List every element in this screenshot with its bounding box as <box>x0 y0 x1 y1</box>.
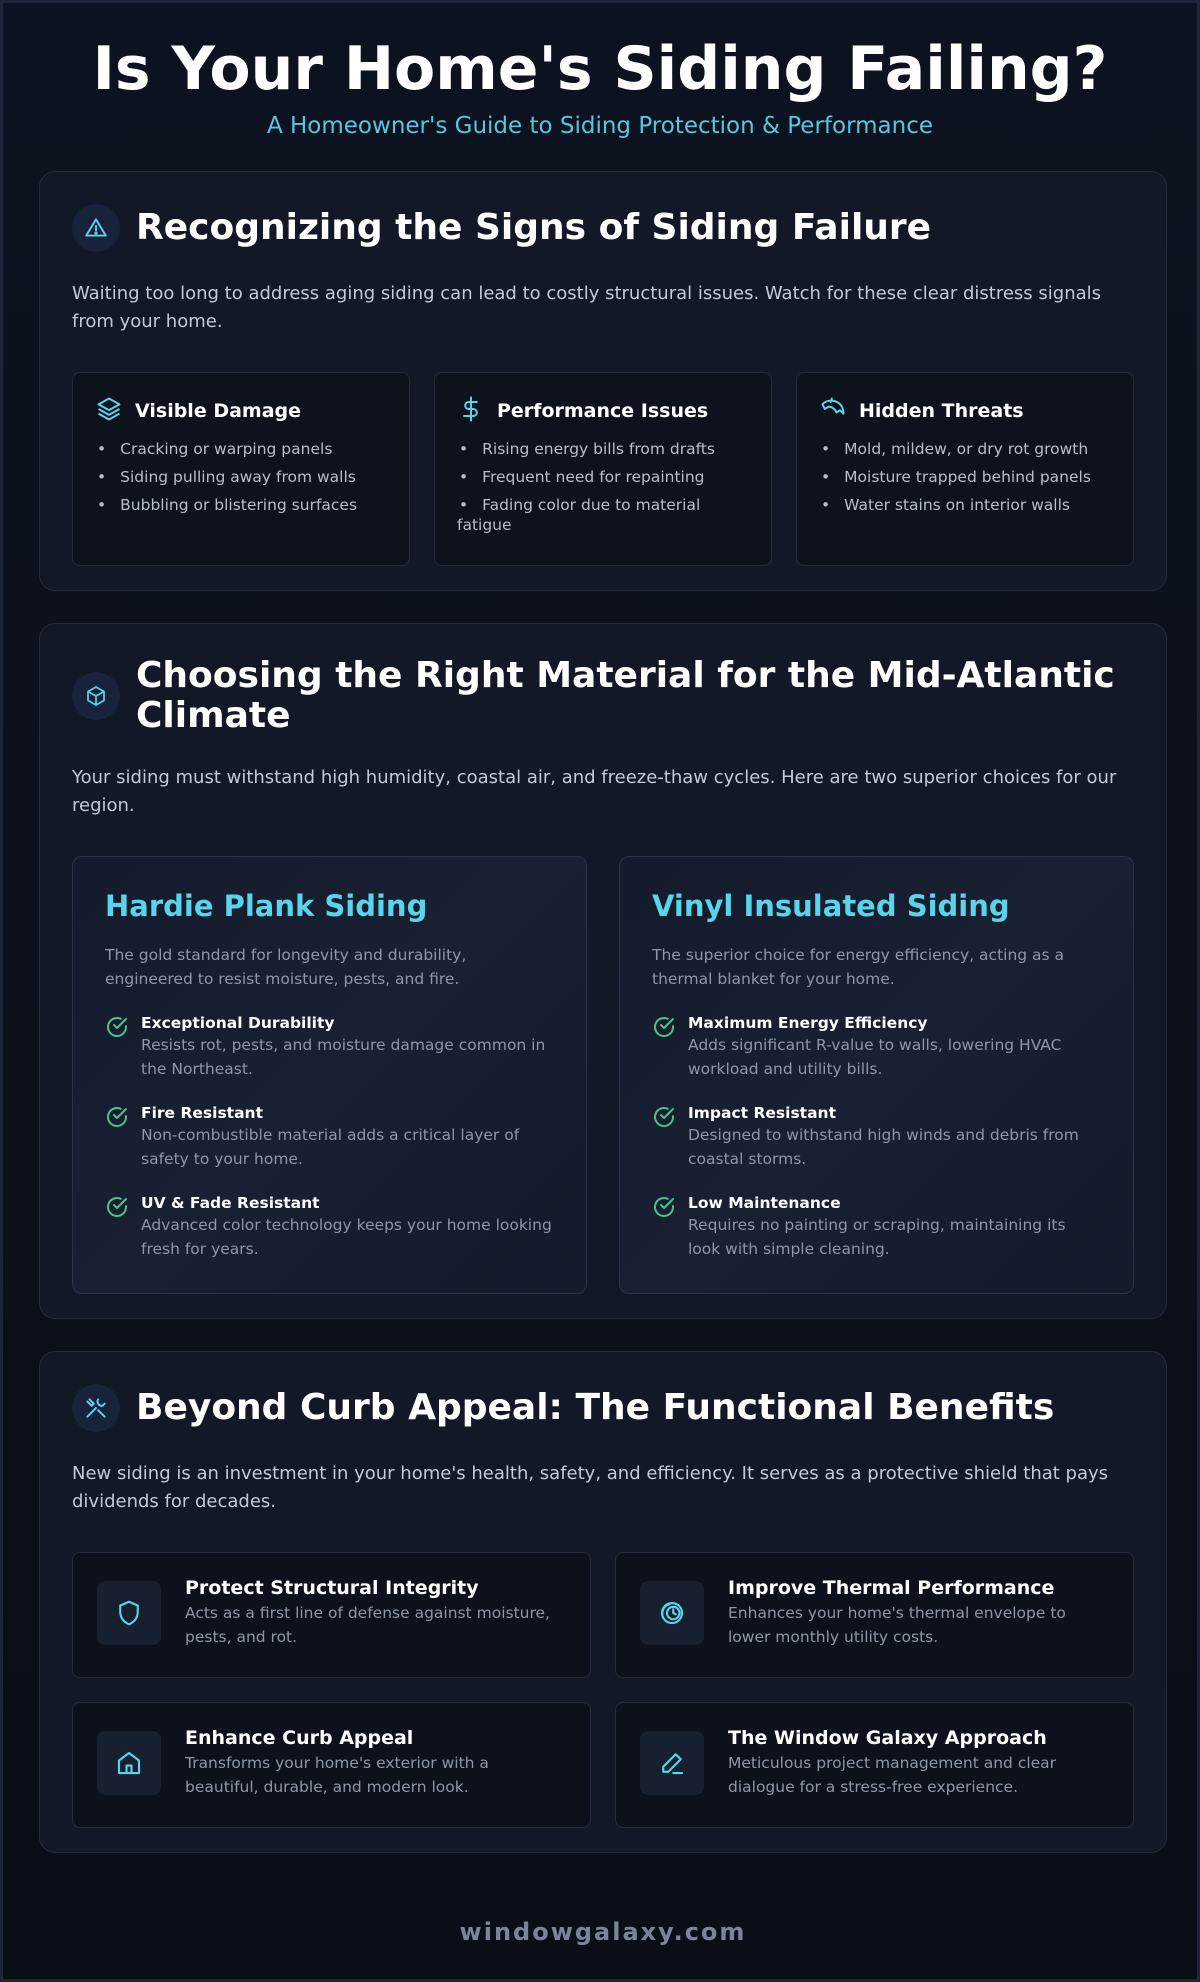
section-title: Recognizing the Signs of Siding Failure <box>136 207 932 248</box>
page-header <box>3 3 1197 141</box>
benefit-desc: Acts as a first line of defense against moisture, pests, and rot. <box>185 1604 550 1646</box>
sign-card-visible-damage <box>72 372 410 566</box>
check-circle-icon <box>105 1015 129 1081</box>
list-item: • Rising energy bills from drafts <box>457 439 749 459</box>
benefit-desc: Transforms your home's exterior with a beautiful, durable, and modern look. <box>185 1754 489 1796</box>
check-circle-icon <box>652 1015 676 1081</box>
feature-title: UV & Fade Resistant <box>141 1194 320 1212</box>
list-item: • Fading color due to material fatigue <box>457 495 749 535</box>
material-title: Vinyl Insulated Siding <box>652 889 1010 923</box>
feature-desc: Designed to withstand high winds and debris from coastal storms. <box>688 1126 1079 1168</box>
shield-icon <box>97 1581 161 1645</box>
page-title: Is Your Home's Siding Failing? <box>92 34 1108 104</box>
feature-item <box>652 1103 1101 1171</box>
house-icon <box>97 1731 161 1795</box>
tools-icon <box>72 1384 120 1432</box>
section-title: Beyond Curb Appeal: The Functional Benefits <box>136 1387 1055 1428</box>
list-item: • Mold, mildew, or dry rot growth <box>819 439 1111 459</box>
warning-triangle-icon <box>72 204 120 252</box>
dolphin-icon <box>819 395 847 427</box>
card-title: Hidden Threats <box>859 400 1024 422</box>
feature-title: Impact Resistant <box>688 1104 836 1122</box>
feature-desc: Requires no painting or scraping, maintaining its look with simple cleaning. <box>688 1216 1066 1258</box>
feature-desc: Non-combustible material adds a critical layer of safety to your home. <box>141 1126 520 1168</box>
benefit-card-window-galaxy-approach <box>615 1702 1134 1828</box>
check-circle-icon <box>652 1105 676 1171</box>
section-intro: Waiting too long to address aging siding can lead to costly structural issues. Watch for these clear distress signals from your home. <box>72 283 1102 332</box>
list-item: • Moisture trapped behind panels <box>819 467 1111 487</box>
feature-desc: Resists rot, pests, and moisture damage common in the Northeast. <box>141 1036 546 1078</box>
benefit-card-thermal-performance <box>615 1552 1134 1678</box>
feature-desc: Adds significant R-value to walls, lowering HVAC workload and utility bills. <box>688 1036 1062 1078</box>
dollar-icon <box>457 395 485 427</box>
section-materials <box>39 623 1167 1319</box>
benefit-title: The Window Galaxy Approach <box>728 1727 1047 1749</box>
material-desc: The superior choice for energy efficiency, acting as a thermal blanket for your home. <box>652 946 1065 988</box>
feature-title: Fire Resistant <box>141 1104 263 1122</box>
layers-icon <box>95 395 123 427</box>
material-title: Hardie Plank Siding <box>105 889 428 923</box>
section-title: Choosing the Right Material for the Mid-Atlantic Climate <box>136 655 1115 736</box>
section-signs-of-failure <box>39 171 1167 591</box>
feature-title: Maximum Energy Efficiency <box>688 1014 928 1032</box>
benefit-desc: Meticulous project management and clear dialogue for a stress-free experience. <box>728 1754 1057 1796</box>
page-subtitle: A Homeowner's Guide to Siding Protection & Performance <box>266 113 934 139</box>
list-item: • Cracking or warping panels <box>95 439 387 459</box>
thermal-gauge-icon <box>640 1581 704 1645</box>
material-desc: The gold standard for longevity and durability, engineered to resist moisture, pests, and fire. <box>105 946 467 988</box>
sign-card-hidden-threats <box>796 372 1134 566</box>
feature-item <box>105 1013 554 1081</box>
feature-title: Low Maintenance <box>688 1194 841 1212</box>
benefit-title: Enhance Curb Appeal <box>185 1727 414 1749</box>
check-circle-icon <box>105 1105 129 1171</box>
benefit-card-structural-integrity <box>72 1552 591 1678</box>
feature-title: Exceptional Durability <box>141 1014 335 1032</box>
list-item: • Frequent need for repainting <box>457 467 749 487</box>
list-item: • Water stains on interior walls <box>819 495 1111 515</box>
card-title: Visible Damage <box>135 400 302 422</box>
section-intro: New siding is an investment in your home's health, safety, and efficiency. It serves as a protective shield that pays dividends for decades. <box>72 1463 1109 1512</box>
section-intro: Your siding must withstand high humidity, coastal air, and freeze-thaw cycles. Here are two superior choices for our region. <box>72 767 1117 816</box>
material-card-hardie-plank <box>72 856 587 1294</box>
feature-desc: Advanced color technology keeps your home looking fresh for years. <box>141 1216 552 1258</box>
card-title: Performance Issues <box>497 400 709 422</box>
feature-item <box>105 1103 554 1171</box>
feature-item <box>652 1193 1101 1261</box>
check-circle-icon <box>105 1195 129 1261</box>
list-item: • Bubbling or blistering surfaces <box>95 495 387 515</box>
box-icon <box>72 672 120 720</box>
benefit-title: Protect Structural Integrity <box>185 1577 479 1599</box>
list-item: • Siding pulling away from walls <box>95 467 387 487</box>
benefit-desc: Enhances your home's thermal envelope to lower monthly utility costs. <box>728 1604 1066 1646</box>
material-card-vinyl-insulated <box>619 856 1134 1294</box>
benefit-card-curb-appeal <box>72 1702 591 1828</box>
check-circle-icon <box>652 1195 676 1261</box>
feature-item <box>652 1013 1101 1081</box>
section-benefits <box>39 1351 1167 1853</box>
benefit-title: Improve Thermal Performance <box>728 1577 1055 1599</box>
pen-icon <box>640 1731 704 1795</box>
footer-site-url: windowgalaxy.com <box>459 1918 747 1946</box>
feature-item <box>105 1193 554 1261</box>
sign-card-performance-issues <box>434 372 772 566</box>
